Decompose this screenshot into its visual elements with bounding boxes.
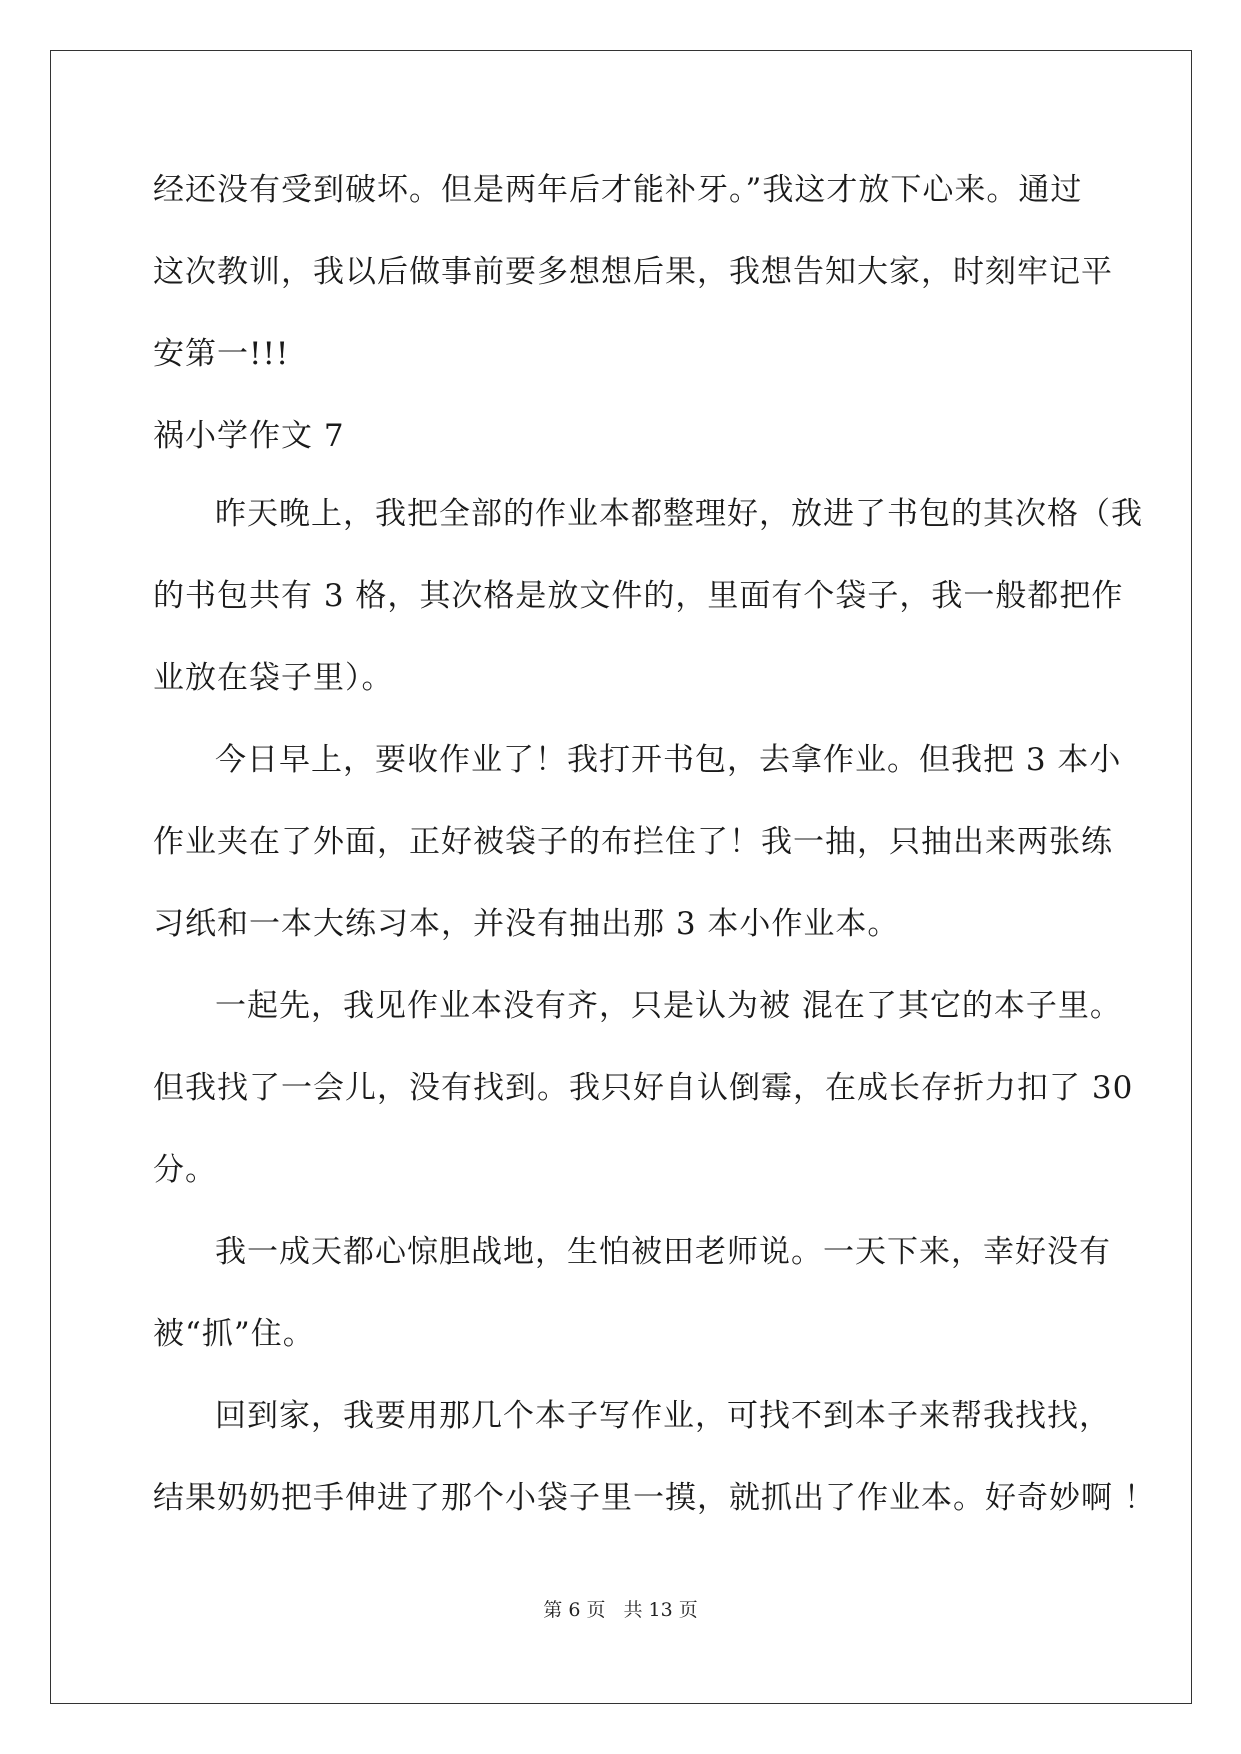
page-number-total: 共 13 页 <box>623 1599 698 1621</box>
text-line: 经还没有受到破坏。但是两年后才能补牙。”我这才放下心来。通过 <box>153 172 1083 208</box>
text-line: 这次教训，我以后做事前要多想想后果，我想告知大家，时刻牢记平 <box>153 254 1113 290</box>
paragraph-start-line: 今日早上，要收作业了！我打开书包，去拿作业。但我把 3 本小 <box>215 742 1122 778</box>
text-line: 但我找了一会儿，没有找到。我只好自认倒霉，在成长存折力扣了 30 <box>153 1070 1134 1106</box>
page-number-current: 第 6 页 <box>543 1599 606 1621</box>
document-body <box>153 160 1156 1550</box>
text-line: 的书包共有 3 格，其次格是放文件的，里面有个袋子，我一般都把作 <box>153 578 1124 614</box>
text-line: 习纸和一本大练习本，并没有抽出那 3 本小作业本。 <box>153 906 900 942</box>
text-line: 被“抓”住。 <box>153 1316 315 1352</box>
text-line: 业放在袋子里）。 <box>153 660 394 696</box>
paragraph-start-line: 一起先，我见作业本没有齐，只是认为被 混在了其它的本子里。 <box>215 988 1122 1024</box>
paragraph-start-line: 回到家，我要用那几个本子写作业，可找不到本子来帮我找找， <box>215 1398 1111 1434</box>
paragraph-start-line: 我一成天都心惊胆战地，生怕被田老师说。一天下来，幸好没有 <box>215 1234 1111 1270</box>
paragraph-start-line: 昨天晚上，我把全部的作业本都整理好，放进了书包的其次格（我 <box>215 496 1143 532</box>
section-heading: 祸小学作文 7 <box>153 418 345 454</box>
text-line: 安第一!!! <box>153 336 290 372</box>
text-line: 分。 <box>153 1152 217 1188</box>
page-footer <box>0 1595 1241 1622</box>
text-line: 结果奶奶把手伸进了那个小袋子里一摸，就抓出了作业本。好奇妙啊 ！ <box>153 1480 1156 1516</box>
text-line: 作业夹在了外面，正好被袋子的布拦住了！我一抽，只抽出来两张练 <box>153 824 1113 860</box>
